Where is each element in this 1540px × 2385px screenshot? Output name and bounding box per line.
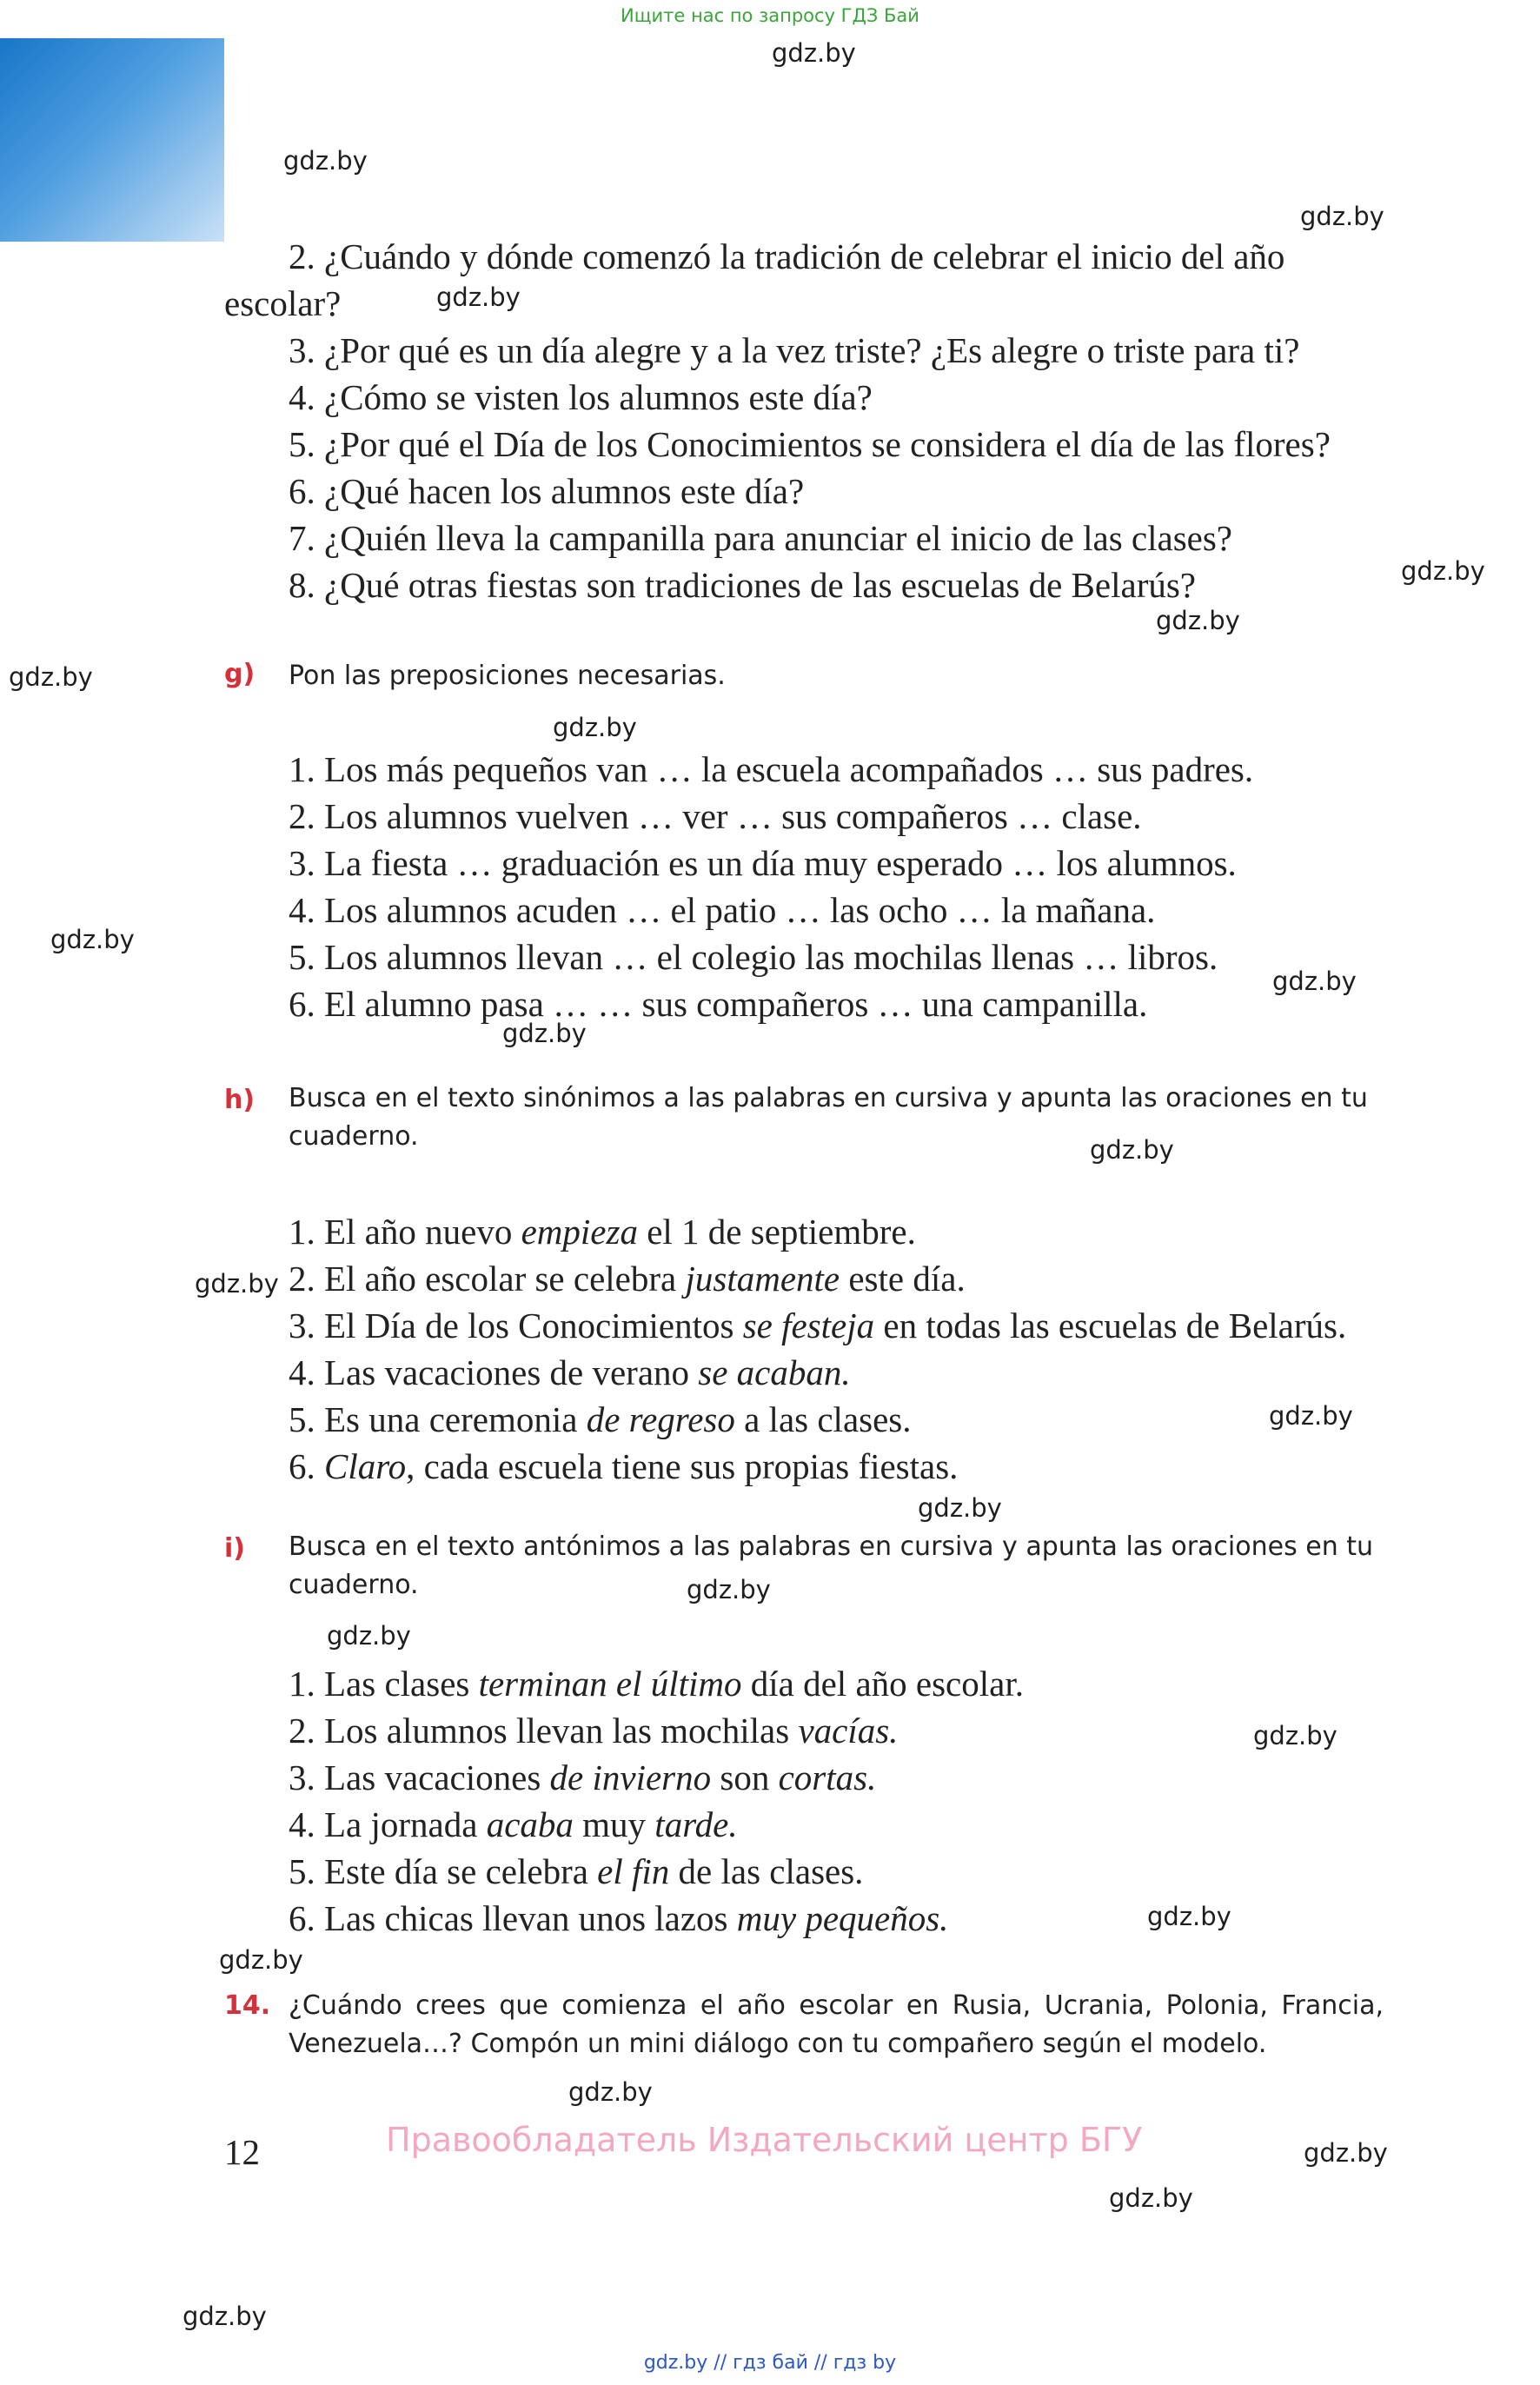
watermark: gdz.by (1090, 1135, 1174, 1165)
exercise-g-item: 1. Los más pequeños van … la escuela acompañados … sus padres. (289, 749, 1254, 789)
exercise-14-number: 14. (224, 1990, 271, 2021)
exercise-h-instruction: Busca en el texto sinónimos a las palabras en cursiva y apunta las oraciones en tu cuaderno. (289, 1083, 1368, 1152)
exercise-g-instruction: Pon las preposiciones necesarias. (289, 661, 726, 691)
exercise-g-item: 3. La fiesta … graduación es un día muy esperado … los alumnos. (289, 843, 1237, 883)
exercise-14-instruction: ¿Cuándo crees que comienza el año escolar en Rusia, Ucrania, Polonia, Francia, Venezuela…? Compón un mini diálogo con tu compañero según el modelo. (289, 1990, 1384, 2059)
watermark: gdz.by (502, 1019, 587, 1048)
question-5: 5. ¿Por qué el Día de los Conocimientos se considera el día de las flores? (289, 424, 1331, 464)
copyright-notice: Правообладатель Издательский центр БГУ (386, 2121, 1143, 2159)
exercise-i-item: 6. Las chicas llevan unos lazos muy pequeños. (289, 1898, 949, 1938)
site-label[interactable]: gdz.by (772, 38, 856, 68)
watermark: gdz.by (1304, 2138, 1388, 2168)
exercise-h-letter: h) (224, 1085, 256, 1115)
page-number: 12 (224, 2132, 260, 2172)
question-8: 8. ¿Qué otras fiestas son tradiciones de las escuelas de Belarús? (289, 565, 1196, 605)
exercise-i-item: 4. La jornada acaba muy tarde. (289, 1804, 738, 1844)
exercise-h-item: 4. Las vacaciones de verano se acaban. (289, 1352, 851, 1392)
exercise-h-item: 2. El año escolar se celebra justamente este día. (289, 1259, 966, 1299)
question-7: 7. ¿Quién lleva la campanilla para anunciar el inicio de las clases? (289, 518, 1232, 558)
watermark: gdz.by (568, 2077, 653, 2107)
watermark: gdz.by (553, 713, 637, 742)
watermark: gdz.by (1253, 1721, 1338, 1751)
corner-decoration (0, 38, 224, 242)
watermark: gdz.by (1147, 1902, 1231, 1931)
search-hint: Ищите нас по запросу ГДЗ Бай (621, 5, 919, 26)
exercise-i-item: 3. Las vacaciones de invierno son cortas. (289, 1757, 877, 1797)
watermark: gdz.by (1300, 202, 1384, 231)
question-2-line2: escolar? (224, 283, 342, 323)
question-6: 6. ¿Qué hacen los alumnos este día? (289, 471, 805, 511)
exercise-g-item: 2. Los alumnos vuelven … ver … sus compañeros … clase. (289, 796, 1142, 836)
question-4: 4. ¿Cómo se visten los alumnos este día? (289, 377, 873, 417)
exercise-i-letter: i) (224, 1533, 245, 1564)
watermark: gdz.by (918, 1493, 1002, 1523)
exercise-h-item: 6. Claro, cada escuela tiene sus propias fiestas. (289, 1446, 959, 1486)
watermark: gdz.by (1269, 1401, 1353, 1431)
watermark: gdz.by (436, 282, 521, 312)
watermark: gdz.by (327, 1621, 411, 1651)
question-3: 3. ¿Por qué es un día alegre y a la vez triste? ¿Es alegre o triste para ti? (289, 330, 1300, 370)
exercise-h-item: 5. Es una ceremonia de regreso a las clases. (289, 1399, 912, 1439)
exercise-h-item: 3. El Día de los Conocimientos se festeja en todas las escuelas de Belarús. (289, 1305, 1347, 1345)
watermark: gdz.by (1156, 606, 1240, 635)
watermark: gdz.by (1401, 556, 1485, 586)
question-2-line1: 2. ¿Cuándo y dónde comenzó la tradición de celebrar el inicio del año (289, 236, 1285, 276)
exercise-g-item: 6. El alumno pasa … … sus compañeros … una campanilla. (289, 984, 1148, 1024)
watermark: gdz.by (1109, 2183, 1193, 2213)
watermark: gdz.by (283, 146, 368, 176)
watermark: gdz.by (1272, 967, 1357, 996)
watermark: gdz.by (219, 1945, 303, 1975)
exercise-i-instruction: Busca en el texto antónimos a las palabras en cursiva y apunta las oraciones en tu cuaderno. (289, 1531, 1374, 1600)
exercise-g-item: 4. Los alumnos acuden … el patio … las ocho … la mañana. (289, 890, 1156, 930)
exercise-i-item: 5. Este día se celebra el fin de las clases. (289, 1851, 864, 1891)
watermark: gdz.by (183, 2302, 267, 2331)
exercise-g-item: 5. Los alumnos llevan … el colegio las mochilas llenas … libros. (289, 937, 1218, 977)
watermark: gdz.by (50, 925, 135, 954)
exercise-h-item: 1. El año nuevo empieza el 1 de septiembre. (289, 1212, 916, 1252)
exercise-i-item: 2. Los alumnos llevan las mochilas vacías. (289, 1711, 899, 1751)
watermark: gdz.by (195, 1269, 279, 1299)
watermark: gdz.by (687, 1575, 771, 1604)
footer-links[interactable]: gdz.by // гдз бай // гдз by (643, 2352, 897, 2374)
exercise-g-letter: g) (224, 659, 256, 689)
exercise-i-item: 1. Las clases terminan el último día del año escolar. (289, 1664, 1024, 1704)
watermark: gdz.by (9, 662, 93, 692)
